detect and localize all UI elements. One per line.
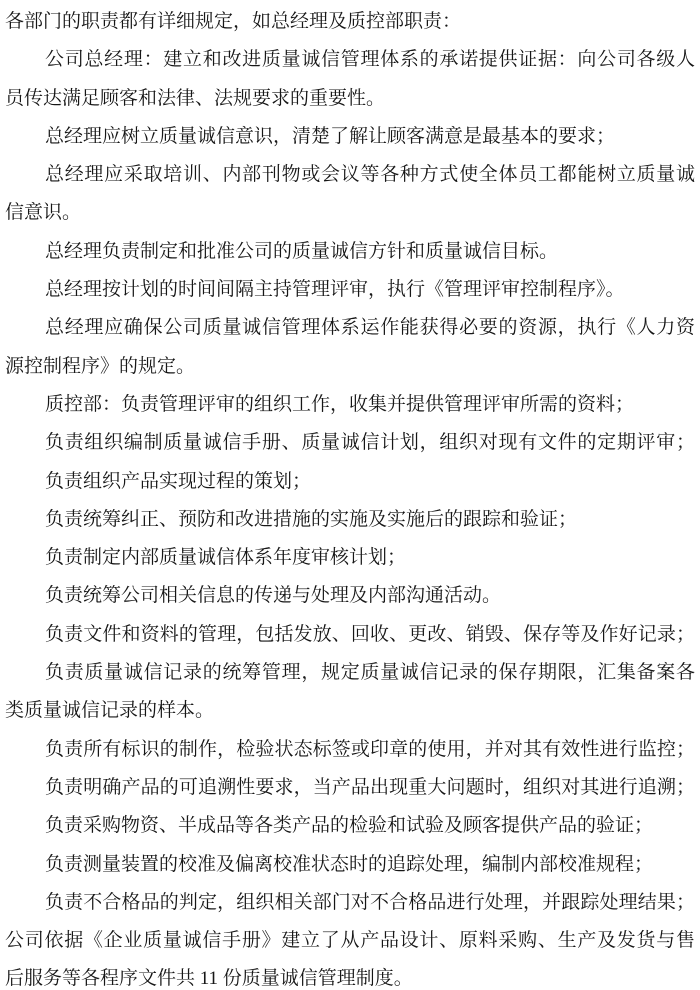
text-line: 总经理应确保公司质量诚信管理体系运作能获得必要的资源，执行《人力资 <box>45 317 695 339</box>
text-line: 负责质量诚信记录的统筹管理，规定质量诚信记录的保存期限，汇集备案各 <box>45 662 695 684</box>
text-line: 员传达满足顾客和法律、法规要求的重要性。 <box>5 87 386 109</box>
text-line: 负责测量装置的校准及偏离校准状态时的追踪处理，编制内部校准规程； <box>45 853 654 875</box>
text-line: 总经理负责制定和批准公司的质量诚信方针和质量诚信目标。 <box>45 240 559 262</box>
text-line: 负责采购物资、半成品等各类产品的检验和试验及顾客提供产品的验证； <box>45 815 654 837</box>
text-line: 负责所有标识的制作，检验状态标签或印章的使用，并对其有效性进行监控； <box>45 738 695 760</box>
text-line: 公司依据《企业质量诚信手册》建立了从产品设计、原料采购、生产及发货与售 <box>5 930 695 952</box>
text-line: 负责制定内部质量诚信体系年度审核计划； <box>45 547 407 569</box>
text-line: 负责统筹公司相关信息的传递与处理及内部沟通活动。 <box>45 585 502 607</box>
text-line: 总经理按计划的时间间隔主持管理评审，执行《管理评审控制程序》。 <box>45 279 625 301</box>
text-line: 负责统筹纠正、预防和改进措施的实施及实施后的跟踪和验证； <box>45 508 578 530</box>
text-line: 后服务等各程序文件共 11 份质量诚信管理制度。 <box>5 968 413 990</box>
text-line: 负责文件和资料的管理，包括发放、回收、更改、销毁、保存等及作好记录； <box>45 623 695 645</box>
text-line: 公司总经理：建立和改进质量诚信管理体系的承诺提供证据：向公司各级人 <box>45 49 695 71</box>
text-line: 负责组织产品实现过程的策划； <box>45 470 312 492</box>
text-line: 各部门的职责都有详细规定，如总经理及质控部职责： <box>5 11 462 32</box>
text-line: 总经理应采取培训、内部刊物或会议等各种方式使全体员工都能树立质量诚 <box>45 164 695 186</box>
text-line: 总经理应树立质量诚信意识，清楚了解让顾客满意是最基本的要求； <box>45 125 616 147</box>
text-line: 质控部：负责管理评审的组织工作，收集并提供管理评审所需的资料； <box>45 393 635 415</box>
text-line: 信意识。 <box>5 202 82 224</box>
text-line: 负责组织编制质量诚信手册、质量诚信计划，组织对现有文件的定期评审； <box>45 432 695 454</box>
text-line: 源控制程序》的规定。 <box>5 355 196 377</box>
text-line: 负责不合格品的判定，组织相关部门对不合格品进行处理，并跟踪处理结果； <box>45 891 695 913</box>
text-line: 负责明确产品的可追溯性要求，当产品出现重大问题时，组织对其进行追溯； <box>45 776 695 798</box>
text-line: 类质量诚信记录的样本。 <box>5 700 215 722</box>
